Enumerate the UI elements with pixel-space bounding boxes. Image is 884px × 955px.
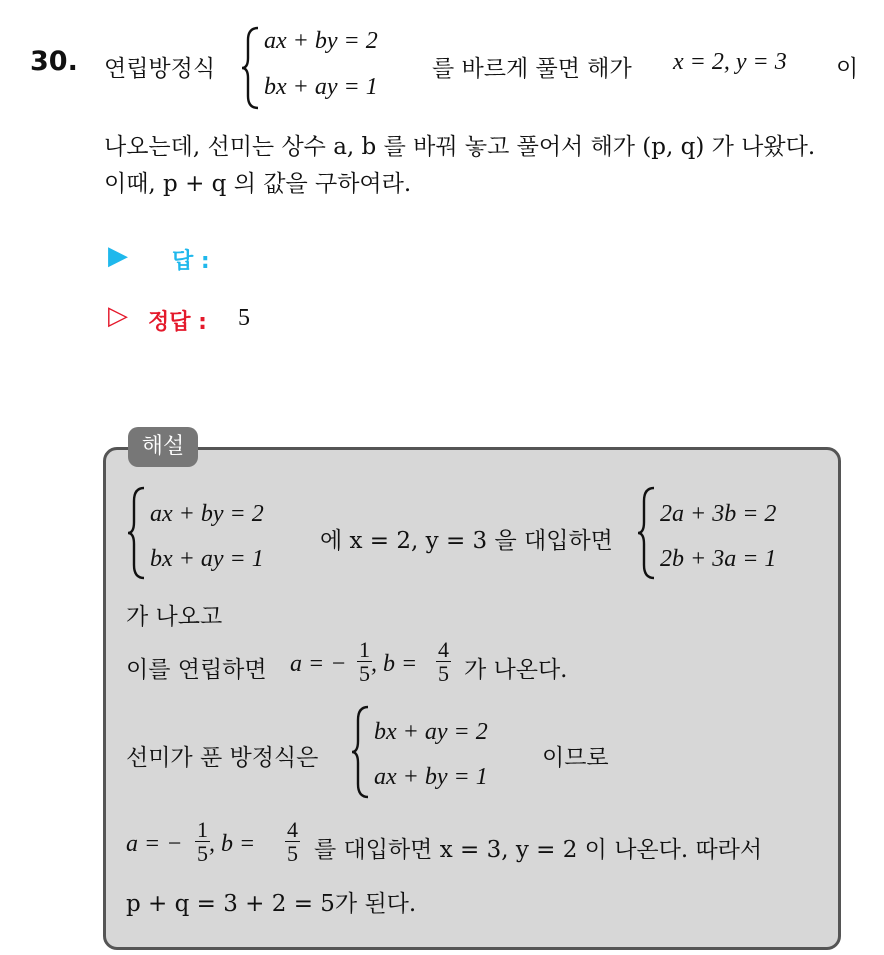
solution-line-4-prefix: 선미가 푼 방정식은 [126,745,319,771]
solution-system-eq-2: bx + ay = 1 [150,546,264,572]
correct-answer-value: 5 [238,305,250,331]
problem-intro: 연립방정식 [104,56,216,82]
fraction-four-fifths-2 [285,818,300,865]
solution-line-3-b: , b = [371,651,418,677]
solution-line-3-suffix: 가 나온다. [464,657,568,683]
brace-solution-result [636,486,658,580]
fraction-numerator: 1 [359,637,370,662]
solution-line-3-a: a = − [290,651,347,677]
problem-line-3: 이때, p + q 의 값을 구하여라. [104,171,412,197]
brace-solution-swapped [350,705,372,799]
fraction-numerator: 4 [287,817,298,842]
fraction-denominator: 5 [359,661,370,687]
solution-result-eq-2: 2b + 3a = 1 [660,546,777,572]
problem-number: 30. [30,46,78,77]
solution-line-2: 가 나오고 [126,604,223,630]
solution-system-eq-1: ax + by = 2 [150,501,264,527]
fraction-one-fifth-2 [195,818,210,865]
solution-line-1-text: 에 x = 2, y = 3 을 대입하면 [320,528,613,554]
answer-prompt-label: 답 : [172,249,210,274]
problem-line-2: 나오는데, 선미는 상수 a, b 를 바꿔 놓고 풀어서 해가 (p, q) 가 나왔다. [104,134,816,160]
fraction-denominator: 5 [287,841,298,867]
fraction-one-fifth [357,638,372,685]
solution-result-eq-1: 2a + 3b = 2 [660,501,777,527]
fraction-four-fifths [436,638,451,685]
solution-line-5-b: , b = [209,831,256,857]
solution-tag: 해설 [128,427,198,467]
fraction-numerator: 1 [197,817,208,842]
play-triangle-icon: ▶ [108,241,128,271]
solution-line-6: p + q = 3 + 2 = 5가 된다. [126,891,417,917]
solution-swapped-eq-2: ax + by = 1 [374,764,488,790]
solution-line-5-suffix: 를 대입하면 x = 3, y = 2 이 나온다. 따라서 [314,837,763,863]
correct-answer-label: 정답 : [148,310,207,335]
line1-solution: x = 2, y = 3 [673,49,787,75]
brace-system-1 [240,26,262,110]
line1-end: 이 [836,56,859,82]
outline-triangle-icon: ▷ [108,301,128,331]
solution-line-3-prefix: 이를 연립하면 [126,657,267,683]
solution-line-5-a: a = − [126,831,183,857]
brace-solution-system [126,486,148,580]
line1-text: 를 바르게 풀면 해가 [432,56,632,82]
solution-line-4-suffix: 이므로 [542,745,609,771]
fraction-numerator: 4 [438,637,449,662]
system-1-eq-1: ax + by = 2 [264,28,378,54]
fraction-denominator: 5 [438,661,449,687]
fraction-denominator: 5 [197,841,208,867]
system-1-eq-2: bx + ay = 1 [264,74,378,100]
solution-swapped-eq-1: bx + ay = 2 [374,719,488,745]
